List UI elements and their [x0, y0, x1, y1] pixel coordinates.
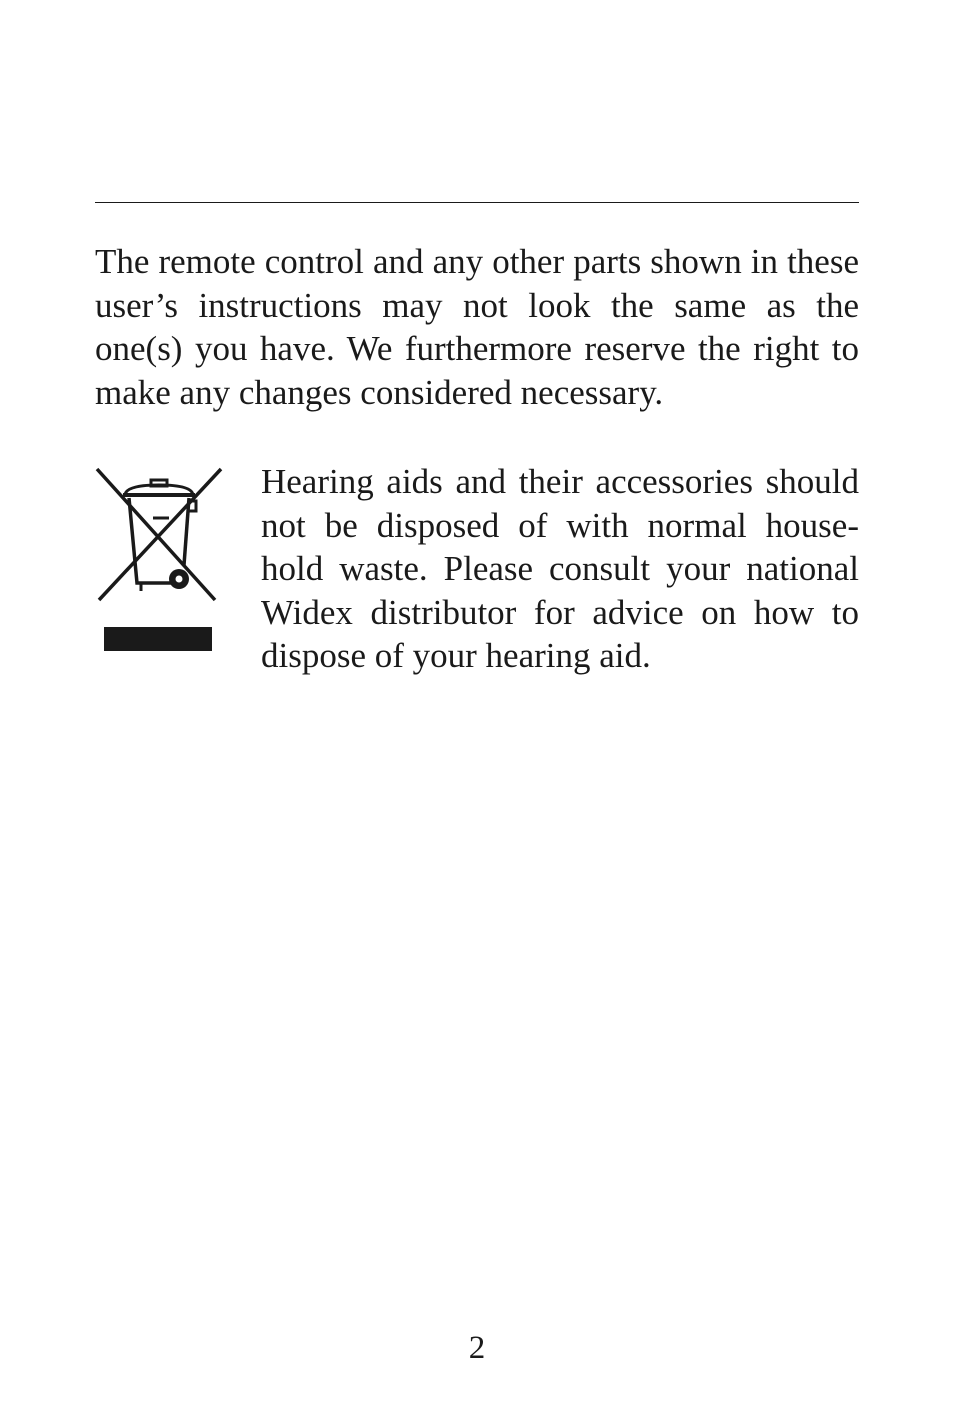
intro-paragraph: The remote control and any other parts shown in these user’s instructions may not look the same as the one(s) you have. We furthermore reserve the right to make any changes considered necessary.: [95, 242, 859, 412]
crossed-out-wheelie-bin-icon: [93, 465, 225, 655]
disposal-notice: Hearing aids and their accessories should not be disposed of with normal house-hold waste. Please consult your national Widex distributor for advice on how to dispose of your hearing aid.: [261, 462, 859, 675]
page-number: 2: [468, 1330, 486, 1366]
header-rule: [95, 202, 859, 203]
